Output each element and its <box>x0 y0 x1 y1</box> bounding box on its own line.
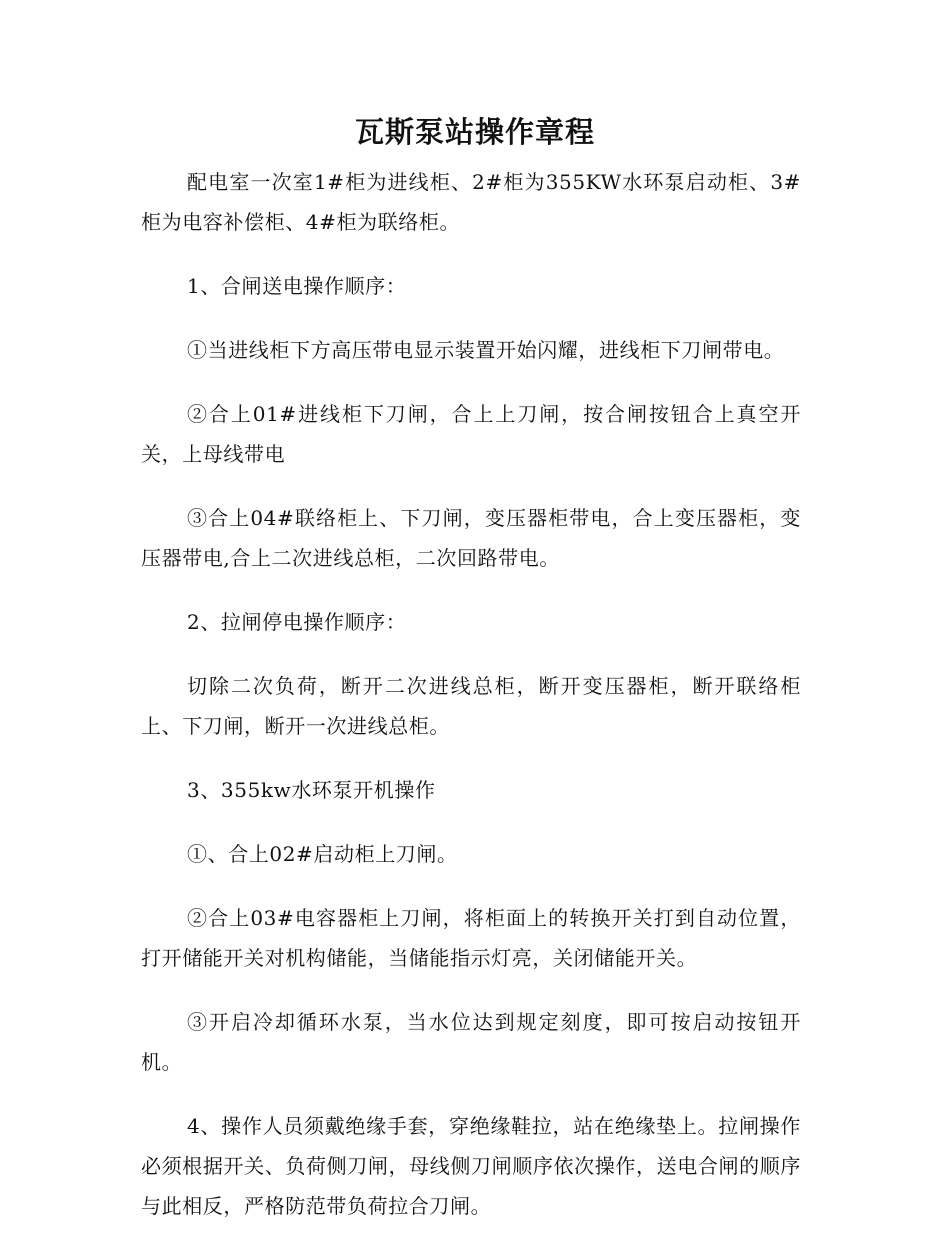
section-heading-power-on: 1、合闸送电操作顺序： <box>187 274 407 298</box>
section-heading-pump-start: 3、355kw水环泵开机操作 <box>187 778 436 802</box>
paragraph-pump-step-3: ③开启冷却循环水泵，当水位达到规定刻度，即可按启动按钮开机。 <box>141 1010 801 1074</box>
paragraph-power-on-step-1: ①当进线柜下方高压带电显示装置开始闪耀，进线柜下刀闸带电。 <box>187 338 785 362</box>
paragraph-power-on-step-3: ③合上04#联络柜上、下刀闸，变压器柜带电，合上变压器柜，变压器带电,合上二次进线总柜，二次回路带电。 <box>141 506 801 570</box>
document-title: 瓦斯泵站操作章程 <box>354 115 595 149</box>
paragraph-pump-step-2: ②合上03#电容器柜上刀闸，将柜面上的转换开关打到自动位置，打开储能开关对机构储能，当储能指示灯亮，关闭储能开关。 <box>141 906 801 970</box>
paragraph-power-on-step-2: ②合上01#进线柜下刀闸，合上上刀闸，按合闸按钮合上真空开关，上母线带电 <box>141 402 801 466</box>
document-body <box>141 162 801 1250</box>
paragraph-pump-step-1: ①、合上02#启动柜上刀闸。 <box>187 842 458 866</box>
paragraph-intro: 配电室一次室1#柜为进线柜、2#柜为355KW水环泵启动柜、3#柜为电容补偿柜、4#柜为联络柜。 <box>141 170 801 234</box>
section-heading-power-off: 2、拉闸停电操作顺序： <box>187 610 407 634</box>
paragraph-power-off-steps: 切除二次负荷，断开二次进线总柜，断开变压器柜，断开联络柜上、下刀闸，断开一次进线总柜。 <box>141 674 801 738</box>
paragraph-safety-rules: 4、操作人员须戴绝缘手套，穿绝缘鞋拉，站在绝缘垫上。拉闸操作必须根据开关、负荷侧刀闸，母线侧刀闸顺序依次操作，送电合闸的顺序与此相反，严格防范带负荷拉合刀闸。 <box>141 1114 801 1218</box>
